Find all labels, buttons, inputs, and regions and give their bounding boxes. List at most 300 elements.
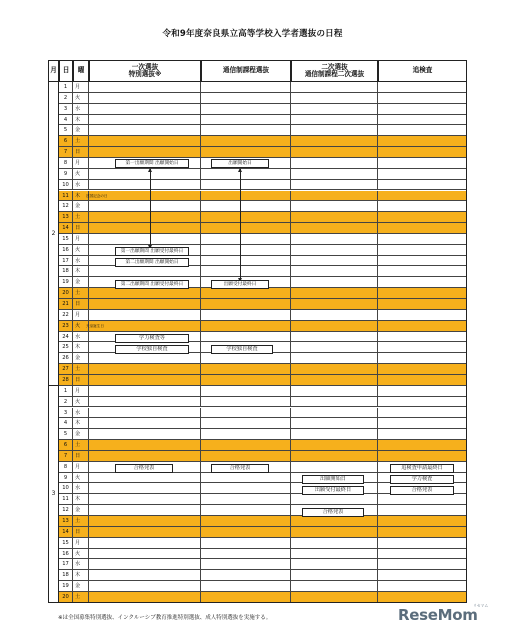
weekday-cell: 月 (73, 538, 89, 549)
schedule-cell (378, 364, 467, 375)
day-cell: 11 (59, 191, 73, 202)
schedule-cell (291, 397, 378, 408)
schedule-cell (89, 429, 201, 440)
table-row (48, 104, 467, 115)
event-corr-school-exam: 学校独自検査 (211, 345, 273, 354)
schedule-cell (378, 310, 467, 321)
event-makeup-apply-end: 追検査申請最終日 (390, 464, 454, 473)
table-row (48, 256, 467, 267)
schedule-cell (201, 245, 291, 256)
header-correspondence: 通信制課程選抜 (201, 60, 291, 82)
schedule-cell (89, 125, 201, 136)
weekday-cell: 木 (73, 115, 89, 126)
schedule-cell (291, 115, 378, 126)
weekday-cell: 日 (73, 299, 89, 310)
schedule-cell (201, 549, 291, 560)
schedule-cell (201, 494, 291, 505)
schedule-cell (89, 191, 201, 202)
event-first-period-start: 第一出願期間 出願開始日 (115, 159, 189, 168)
schedule-cell (378, 223, 467, 234)
schedule-cell (89, 93, 201, 104)
schedule-cell (89, 451, 201, 462)
arrow-corr-period (240, 169, 241, 281)
event-second-start: 出願開始日 (302, 475, 364, 484)
schedule-cell (201, 169, 291, 180)
schedule-cell (378, 169, 467, 180)
schedule-cell (89, 570, 201, 581)
schedule-cell (378, 505, 467, 516)
day-cell: 12 (59, 505, 73, 516)
weekday-cell: 火 (73, 245, 89, 256)
day-cell: 1 (59, 82, 73, 93)
weekday-cell: 金 (73, 581, 89, 592)
header-first-selection-line2: 特別選抜※ (128, 70, 162, 78)
table-row (48, 288, 467, 299)
table-row (48, 93, 467, 104)
weekday-cell: 金 (73, 505, 89, 516)
weekday-cell: 金 (73, 201, 89, 212)
day-cell: 5 (59, 429, 73, 440)
arrow-first-period (150, 169, 151, 248)
day-cell: 12 (59, 201, 73, 212)
day-cell: 20 (59, 288, 73, 299)
schedule-cell (378, 440, 467, 451)
schedule-cell (378, 104, 467, 115)
table-row (48, 527, 467, 538)
event-makeup-test: 学力検査 (390, 475, 454, 484)
weekday-cell: 木 (73, 494, 89, 505)
schedule-cell (89, 375, 201, 386)
weekday-cell: 木 (73, 266, 89, 277)
day-cell: 26 (59, 353, 73, 364)
header-first-selection (89, 60, 201, 82)
schedule-cell (378, 386, 467, 397)
schedule-cell (291, 288, 378, 299)
weekday-cell: 火 (73, 169, 89, 180)
day-cell: 7 (59, 147, 73, 158)
schedule-cell (89, 408, 201, 419)
schedule-cell (89, 288, 201, 299)
day-cell: 22 (59, 310, 73, 321)
schedule-cell (89, 418, 201, 429)
schedule-cell (378, 93, 467, 104)
day-cell: 2 (59, 93, 73, 104)
schedule-cell (291, 158, 378, 169)
schedule-cell (378, 125, 467, 136)
schedule-cell (378, 375, 467, 386)
schedule-cell (89, 104, 201, 115)
table-row (48, 505, 467, 516)
weekday-cell: 土 (73, 364, 89, 375)
table-row (48, 191, 467, 202)
weekday-cell: 月 (73, 386, 89, 397)
weekday-cell: 金 (73, 125, 89, 136)
table-row (48, 136, 467, 147)
schedule-cell (201, 288, 291, 299)
weekday-cell: 木 (73, 570, 89, 581)
schedule-cell (378, 256, 467, 267)
day-cell: 18 (59, 570, 73, 581)
day-cell: 10 (59, 483, 73, 494)
table-row (48, 125, 467, 136)
schedule-cell (291, 353, 378, 364)
schedule-cell (201, 386, 291, 397)
day-cell: 9 (59, 473, 73, 484)
day-cell: 25 (59, 342, 73, 353)
table-row (48, 559, 467, 570)
event-corr-results: 合格発表 (211, 464, 269, 473)
schedule-cell (201, 104, 291, 115)
table-row (48, 408, 467, 419)
header-day: 日 (59, 60, 73, 82)
schedule-cell (378, 234, 467, 245)
day-cell: 8 (59, 462, 73, 473)
table-row (48, 245, 467, 256)
schedule-cell (201, 353, 291, 364)
weekday-cell: 日 (73, 375, 89, 386)
schedule-cell (201, 147, 291, 158)
schedule-cell (201, 397, 291, 408)
schedule-cell (201, 505, 291, 516)
schedule-cell (378, 201, 467, 212)
schedule-cell (89, 386, 201, 397)
schedule-cell (291, 299, 378, 310)
schedule-cell (291, 180, 378, 191)
schedule-cell (201, 82, 291, 93)
header-first-selection-line1: 一次選抜 (131, 62, 159, 71)
schedule-cell (291, 408, 378, 419)
table-row (48, 147, 467, 158)
header-weekday: 曜 (73, 60, 89, 82)
table-row (48, 375, 467, 386)
schedule-cell (378, 136, 467, 147)
day-cell: 13 (59, 516, 73, 527)
schedule-cell (378, 212, 467, 223)
schedule-cell (291, 277, 378, 288)
schedule-cell (291, 332, 378, 343)
weekday-cell: 月 (73, 158, 89, 169)
weekday-cell: 水 (73, 559, 89, 570)
weekday-cell: 日 (73, 147, 89, 158)
table-row (48, 212, 467, 223)
footnote: ※は全国募集特別選抜、インクルーシブ教育推進特別選抜、成人特別選抜を実施する。 (58, 615, 272, 621)
schedule-cell (378, 147, 467, 158)
schedule-cell (201, 570, 291, 581)
schedule-cell (291, 136, 378, 147)
schedule-cell (89, 592, 201, 603)
day-cell: 23 (59, 321, 73, 332)
header-second-selection-line1: 二次選抜 (321, 62, 348, 71)
weekday-cell: 火 (73, 93, 89, 104)
schedule-cell (378, 494, 467, 505)
day-cell: 8 (59, 158, 73, 169)
table-row (48, 115, 467, 126)
schedule-cell (291, 212, 378, 223)
schedule-cell (201, 191, 291, 202)
weekday-cell: 土 (73, 440, 89, 451)
day-cell: 20 (59, 592, 73, 603)
schedule-cell (201, 125, 291, 136)
schedule-cell (378, 180, 467, 191)
schedule-cell (89, 397, 201, 408)
table-row (48, 169, 467, 180)
schedule-cell (378, 288, 467, 299)
weekday-cell: 木 (73, 418, 89, 429)
table-row (48, 299, 467, 310)
weekday-cell: 水 (73, 408, 89, 419)
resemom-logo-sub: リセマム (473, 603, 489, 608)
day-cell: 10 (59, 180, 73, 191)
schedule-cell (291, 429, 378, 440)
table-row (48, 516, 467, 527)
day-cell: 3 (59, 408, 73, 419)
schedule-cell (291, 191, 378, 202)
table-row (48, 494, 467, 505)
weekday-cell: 月 (73, 462, 89, 473)
schedule-cell (89, 581, 201, 592)
table-row (48, 353, 467, 364)
schedule-cell (201, 408, 291, 419)
table-row (48, 451, 467, 462)
schedule-cell (201, 418, 291, 429)
weekday-cell: 火 (73, 549, 89, 560)
weekday-cell: 火 (73, 473, 89, 484)
schedule-cell (89, 321, 201, 332)
schedule-cell (201, 256, 291, 267)
schedule-cell (378, 397, 467, 408)
day-cell: 6 (59, 440, 73, 451)
event-corr-start: 出願開始日 (211, 159, 269, 168)
weekday-cell: 日 (73, 451, 89, 462)
schedule-cell (378, 429, 467, 440)
table-row (48, 418, 467, 429)
schedule-cell (201, 375, 291, 386)
day-cell: 16 (59, 245, 73, 256)
event-school-exam: 学校独自検査 (115, 345, 189, 354)
schedule-cell (201, 538, 291, 549)
weekday-cell: 金 (73, 277, 89, 288)
schedule-cell (89, 364, 201, 375)
schedule-cell (201, 332, 291, 343)
schedule-cell (291, 570, 378, 581)
header-second-selection-line2: 通信制課程二次選抜 (304, 70, 365, 78)
weekday-cell: 土 (73, 212, 89, 223)
month-cell: 3 (48, 386, 59, 603)
schedule-cell (291, 104, 378, 115)
weekday-cell: 土 (73, 516, 89, 527)
table-row (48, 321, 467, 332)
schedule-cell (201, 559, 291, 570)
resemom-logo: ReseMom (398, 606, 478, 624)
schedule-cell (378, 353, 467, 364)
schedule-cell (89, 538, 201, 549)
schedule-cell (291, 375, 378, 386)
schedule-cell (201, 483, 291, 494)
weekday-cell: 火 (73, 397, 89, 408)
day-cell: 15 (59, 538, 73, 549)
schedule-cell (291, 451, 378, 462)
day-cell: 3 (59, 104, 73, 115)
schedule-cell (291, 310, 378, 321)
schedule-cell (378, 549, 467, 560)
schedule-cell (201, 527, 291, 538)
schedule-cell (201, 440, 291, 451)
schedule-cell (89, 549, 201, 560)
schedule-cell (291, 418, 378, 429)
schedule-cell (89, 353, 201, 364)
weekday-cell: 日 (73, 223, 89, 234)
weekday-cell: 金 (73, 353, 89, 364)
schedule-cell (378, 516, 467, 527)
weekday-cell: 水 (73, 483, 89, 494)
weekday-cell: 土 (73, 592, 89, 603)
schedule-cell (291, 527, 378, 538)
schedule-cell (89, 310, 201, 321)
schedule-cell (201, 451, 291, 462)
schedule-cell (291, 592, 378, 603)
event-academic-test: 学力検査等 (115, 334, 189, 343)
day-cell: 28 (59, 375, 73, 386)
schedule-cell (201, 180, 291, 191)
schedule-cell (291, 256, 378, 267)
schedule-cell (201, 581, 291, 592)
schedule-cell (291, 549, 378, 560)
event-first-results: 合格発表 (115, 464, 173, 473)
schedule-cell (201, 321, 291, 332)
schedule-cell (378, 581, 467, 592)
schedule-cell (378, 82, 467, 93)
schedule-cell (291, 82, 378, 93)
weekday-cell: 水 (73, 332, 89, 343)
weekday-cell: 金 (73, 429, 89, 440)
schedule-cell (291, 147, 378, 158)
schedule-cell (291, 364, 378, 375)
schedule-cell (291, 516, 378, 527)
schedule-cell (89, 82, 201, 93)
schedule-cell (201, 266, 291, 277)
weekday-cell: 日 (73, 527, 89, 538)
table-row (48, 332, 467, 343)
schedule-cell (291, 321, 378, 332)
schedule-cell (378, 538, 467, 549)
table-row (48, 364, 467, 375)
schedule-cell (291, 169, 378, 180)
schedule-cell (89, 180, 201, 191)
schedule-cell (89, 201, 201, 212)
schedule-cell (89, 169, 201, 180)
schedule-cell (89, 505, 201, 516)
day-cell: 16 (59, 549, 73, 560)
day-cell: 18 (59, 266, 73, 277)
schedule-cell (201, 115, 291, 126)
table-row (48, 429, 467, 440)
schedule-cell (89, 527, 201, 538)
schedule-cell (378, 321, 467, 332)
weekday-cell: 水 (73, 104, 89, 115)
schedule-cell (378, 559, 467, 570)
schedule-cell (378, 570, 467, 581)
schedule-cell (201, 299, 291, 310)
schedule-cell (89, 266, 201, 277)
weekday-cell: 水 (73, 256, 89, 267)
day-cell: 6 (59, 136, 73, 147)
schedule-cell (201, 201, 291, 212)
schedule-cell (201, 473, 291, 484)
holiday-note: 天皇誕生日 (86, 323, 104, 328)
event-makeup-results: 合格発表 (390, 486, 454, 495)
day-cell: 19 (59, 277, 73, 288)
schedule-cell (378, 115, 467, 126)
schedule-cell (378, 191, 467, 202)
table-row (48, 440, 467, 451)
day-cell: 1 (59, 386, 73, 397)
day-cell: 9 (59, 169, 73, 180)
table-row (48, 549, 467, 560)
schedule-cell (201, 364, 291, 375)
schedule-cell (291, 234, 378, 245)
month-cell: 2 (48, 82, 59, 386)
schedule-cell (291, 342, 378, 353)
event-corr-end: 出願受付最終日 (211, 280, 269, 289)
day-cell: 27 (59, 364, 73, 375)
day-cell: 17 (59, 559, 73, 570)
event-second-end: 出願受付最終日 (302, 486, 364, 495)
event-second-period-start: 第二出願期間 出願開始日 (115, 258, 189, 267)
schedule-cell (89, 516, 201, 527)
table-row (48, 310, 467, 321)
schedule-cell (201, 93, 291, 104)
schedule-cell (201, 212, 291, 223)
weekday-cell: 月 (73, 82, 89, 93)
schedule-cell (89, 212, 201, 223)
schedule-cell (201, 223, 291, 234)
weekday-cell: 木 (73, 342, 89, 353)
table-row (48, 82, 467, 93)
schedule-cell (291, 538, 378, 549)
schedule-cell (89, 115, 201, 126)
day-cell: 14 (59, 527, 73, 538)
table-row (48, 570, 467, 581)
weekday-cell: 土 (73, 136, 89, 147)
schedule-cell (291, 223, 378, 234)
schedule-cell (291, 386, 378, 397)
schedule-cell (291, 462, 378, 473)
schedule-cell (378, 299, 467, 310)
event-first-period-end: 第一出願期間 出願受付最終日 (115, 247, 189, 256)
page-title: 令和9年度奈良県立高等学校入学者選抜の日程 (162, 29, 343, 39)
schedule-cell (201, 429, 291, 440)
header-second-selection (291, 60, 378, 82)
day-cell: 4 (59, 418, 73, 429)
day-cell: 14 (59, 223, 73, 234)
weekday-cell: 火 天皇誕生日 (73, 321, 89, 332)
schedule-cell (201, 136, 291, 147)
day-cell: 21 (59, 299, 73, 310)
schedule-cell (89, 473, 201, 484)
day-cell: 7 (59, 451, 73, 462)
schedule-cell (378, 592, 467, 603)
table-row (48, 386, 467, 397)
schedule-cell (201, 516, 291, 527)
schedule-cell (89, 494, 201, 505)
schedule-cell (291, 125, 378, 136)
schedule-cell (378, 451, 467, 462)
schedule-cell (378, 266, 467, 277)
schedule-cell (291, 440, 378, 451)
schedule-cell (291, 266, 378, 277)
event-second-period-end: 第二出願期間 出願受付最終日 (115, 280, 189, 289)
schedule-cell (378, 342, 467, 353)
